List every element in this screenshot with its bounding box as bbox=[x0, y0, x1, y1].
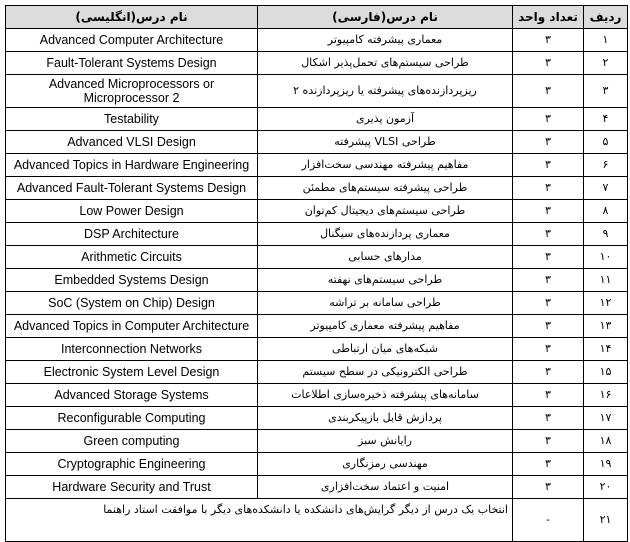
units-cell: ۳ bbox=[513, 407, 584, 430]
english-name-cell: Cryptographic Engineering bbox=[6, 453, 258, 476]
elective-note-cell: انتخاب یک درس از دیگر گرایش‌های دانشکده یا دانشکده‌های دیگر با موافقت استاد راهنما bbox=[6, 499, 513, 542]
row-number-cell: ۱۷ bbox=[584, 407, 628, 430]
table-row bbox=[6, 430, 628, 453]
table-row bbox=[6, 476, 628, 499]
english-name-cell: Fault-Tolerant Systems Design bbox=[6, 52, 258, 75]
table-row bbox=[6, 177, 628, 200]
units-cell: ۳ bbox=[513, 453, 584, 476]
persian-name-cell: مفاهیم پیشرفته معماری کامپیوتر bbox=[258, 315, 513, 338]
units-cell: - bbox=[513, 499, 584, 542]
english-name-cell: DSP Architecture bbox=[6, 223, 258, 246]
english-name-cell: Advanced Microprocessors or Microprocessor 2 bbox=[6, 75, 258, 108]
table-row bbox=[6, 453, 628, 476]
row-number-cell: ۱۲ bbox=[584, 292, 628, 315]
header-row-number: ردیف bbox=[584, 6, 628, 29]
row-number-cell: ۵ bbox=[584, 131, 628, 154]
units-cell: ۳ bbox=[513, 476, 584, 499]
persian-name-cell: طراحی الکترونیکی در سطح سیستم bbox=[258, 361, 513, 384]
english-name-cell: Hardware Security and Trust bbox=[6, 476, 258, 499]
persian-name-cell: طراحی سیستم‌های نهفته bbox=[258, 269, 513, 292]
units-cell: ۳ bbox=[513, 75, 584, 108]
row-number-cell: ۱ bbox=[584, 29, 628, 52]
persian-name-cell: مفاهیم پیشرفته مهندسی سخت‌افزار bbox=[258, 154, 513, 177]
persian-name-cell: طراحی سیستم‌های تحمل‌پذیر اشکال bbox=[258, 52, 513, 75]
english-name-cell: Embedded Systems Design bbox=[6, 269, 258, 292]
table-row bbox=[6, 200, 628, 223]
course-table-container bbox=[5, 5, 628, 542]
header-units: تعداد واحد bbox=[513, 6, 584, 29]
table-row bbox=[6, 384, 628, 407]
row-number-cell: ۹ bbox=[584, 223, 628, 246]
row-number-cell: ۲۱ bbox=[584, 499, 628, 542]
english-name-cell: Reconfigurable Computing bbox=[6, 407, 258, 430]
row-number-cell: ۴ bbox=[584, 108, 628, 131]
row-number-cell: ۱۰ bbox=[584, 246, 628, 269]
persian-name-cell: آزمون پذیری bbox=[258, 108, 513, 131]
english-name-cell: Low Power Design bbox=[6, 200, 258, 223]
row-number-cell: ۱۳ bbox=[584, 315, 628, 338]
units-cell: ۳ bbox=[513, 384, 584, 407]
english-name-cell: Advanced VLSI Design bbox=[6, 131, 258, 154]
units-cell: ۳ bbox=[513, 246, 584, 269]
table-row bbox=[6, 223, 628, 246]
units-cell: ۳ bbox=[513, 338, 584, 361]
units-cell: ۳ bbox=[513, 154, 584, 177]
persian-name-cell: مدارهای حسابی bbox=[258, 246, 513, 269]
units-cell: ۳ bbox=[513, 29, 584, 52]
row-number-cell: ۱۱ bbox=[584, 269, 628, 292]
english-name-cell: Electronic System Level Design bbox=[6, 361, 258, 384]
table-row bbox=[6, 131, 628, 154]
units-cell: ۳ bbox=[513, 108, 584, 131]
units-cell: ۳ bbox=[513, 177, 584, 200]
english-name-cell: Arithmetic Circuits bbox=[6, 246, 258, 269]
persian-name-cell: معماری پیشرفته کامپیوتر bbox=[258, 29, 513, 52]
units-cell: ۳ bbox=[513, 269, 584, 292]
persian-name-cell: طراحی پیشرفته سیستم‌های مطمئن bbox=[258, 177, 513, 200]
table-row bbox=[6, 407, 628, 430]
table-row bbox=[6, 29, 628, 52]
units-cell: ۳ bbox=[513, 131, 584, 154]
persian-name-cell: سامانه‌های پیشرفته ذخیره‌سازی اطلاعات bbox=[258, 384, 513, 407]
persian-name-cell: طراحی VLSI پیشرفته bbox=[258, 131, 513, 154]
table-row bbox=[6, 315, 628, 338]
row-number-cell: ۱۵ bbox=[584, 361, 628, 384]
row-number-cell: ۱۶ bbox=[584, 384, 628, 407]
header-persian-name: نام درس(فارسی) bbox=[258, 6, 513, 29]
table-row bbox=[6, 108, 628, 131]
units-cell: ۳ bbox=[513, 292, 584, 315]
units-cell: ۳ bbox=[513, 200, 584, 223]
table-row bbox=[6, 292, 628, 315]
persian-name-cell: امنیت و اعتماد سخت‌افزاری bbox=[258, 476, 513, 499]
english-name-cell: SoC (System on Chip) Design bbox=[6, 292, 258, 315]
units-cell: ۳ bbox=[513, 315, 584, 338]
row-number-cell: ۲۰ bbox=[584, 476, 628, 499]
units-cell: ۳ bbox=[513, 430, 584, 453]
table-row bbox=[6, 75, 628, 108]
english-name-cell: Green computing bbox=[6, 430, 258, 453]
persian-name-cell: معماری پردازنده‌های سیگنال bbox=[258, 223, 513, 246]
persian-name-cell: طراحی سامانه بر تراشه bbox=[258, 292, 513, 315]
english-name-cell: Testability bbox=[6, 108, 258, 131]
row-number-cell: ۷ bbox=[584, 177, 628, 200]
persian-name-cell: ریزپردازنده‌های پیشرفته یا ریزپردازنده ۲ bbox=[258, 75, 513, 108]
row-number-cell: ۸ bbox=[584, 200, 628, 223]
elective-row bbox=[6, 499, 628, 542]
header-english-name: نام درس(انگلیسی) bbox=[6, 6, 258, 29]
english-name-cell: Advanced Computer Architecture bbox=[6, 29, 258, 52]
course-table bbox=[5, 5, 628, 542]
table-row bbox=[6, 154, 628, 177]
table-row bbox=[6, 52, 628, 75]
persian-name-cell: شبکه‌های میان ارتباطی bbox=[258, 338, 513, 361]
row-number-cell: ۱۹ bbox=[584, 453, 628, 476]
persian-name-cell: مهندسی رمزنگاری bbox=[258, 453, 513, 476]
units-cell: ۳ bbox=[513, 223, 584, 246]
table-row bbox=[6, 361, 628, 384]
row-number-cell: ۳ bbox=[584, 75, 628, 108]
table-row bbox=[6, 246, 628, 269]
english-name-cell: Advanced Topics in Computer Architecture bbox=[6, 315, 258, 338]
persian-name-cell: رایانش سبز bbox=[258, 430, 513, 453]
persian-name-cell: طراحی سیستم‌های دیجیتال کم‌توان bbox=[258, 200, 513, 223]
row-number-cell: ۲ bbox=[584, 52, 628, 75]
english-name-cell: Advanced Topics in Hardware Engineering bbox=[6, 154, 258, 177]
table-row bbox=[6, 269, 628, 292]
english-name-cell: Advanced Fault-Tolerant Systems Design bbox=[6, 177, 258, 200]
header-row bbox=[6, 6, 628, 29]
row-number-cell: ۶ bbox=[584, 154, 628, 177]
units-cell: ۳ bbox=[513, 361, 584, 384]
english-name-cell: Advanced Storage Systems bbox=[6, 384, 258, 407]
persian-name-cell: پردازش قابل بازپیکربندی bbox=[258, 407, 513, 430]
english-name-cell: Interconnection Networks bbox=[6, 338, 258, 361]
units-cell: ۳ bbox=[513, 52, 584, 75]
table-row bbox=[6, 338, 628, 361]
row-number-cell: ۱۸ bbox=[584, 430, 628, 453]
row-number-cell: ۱۴ bbox=[584, 338, 628, 361]
